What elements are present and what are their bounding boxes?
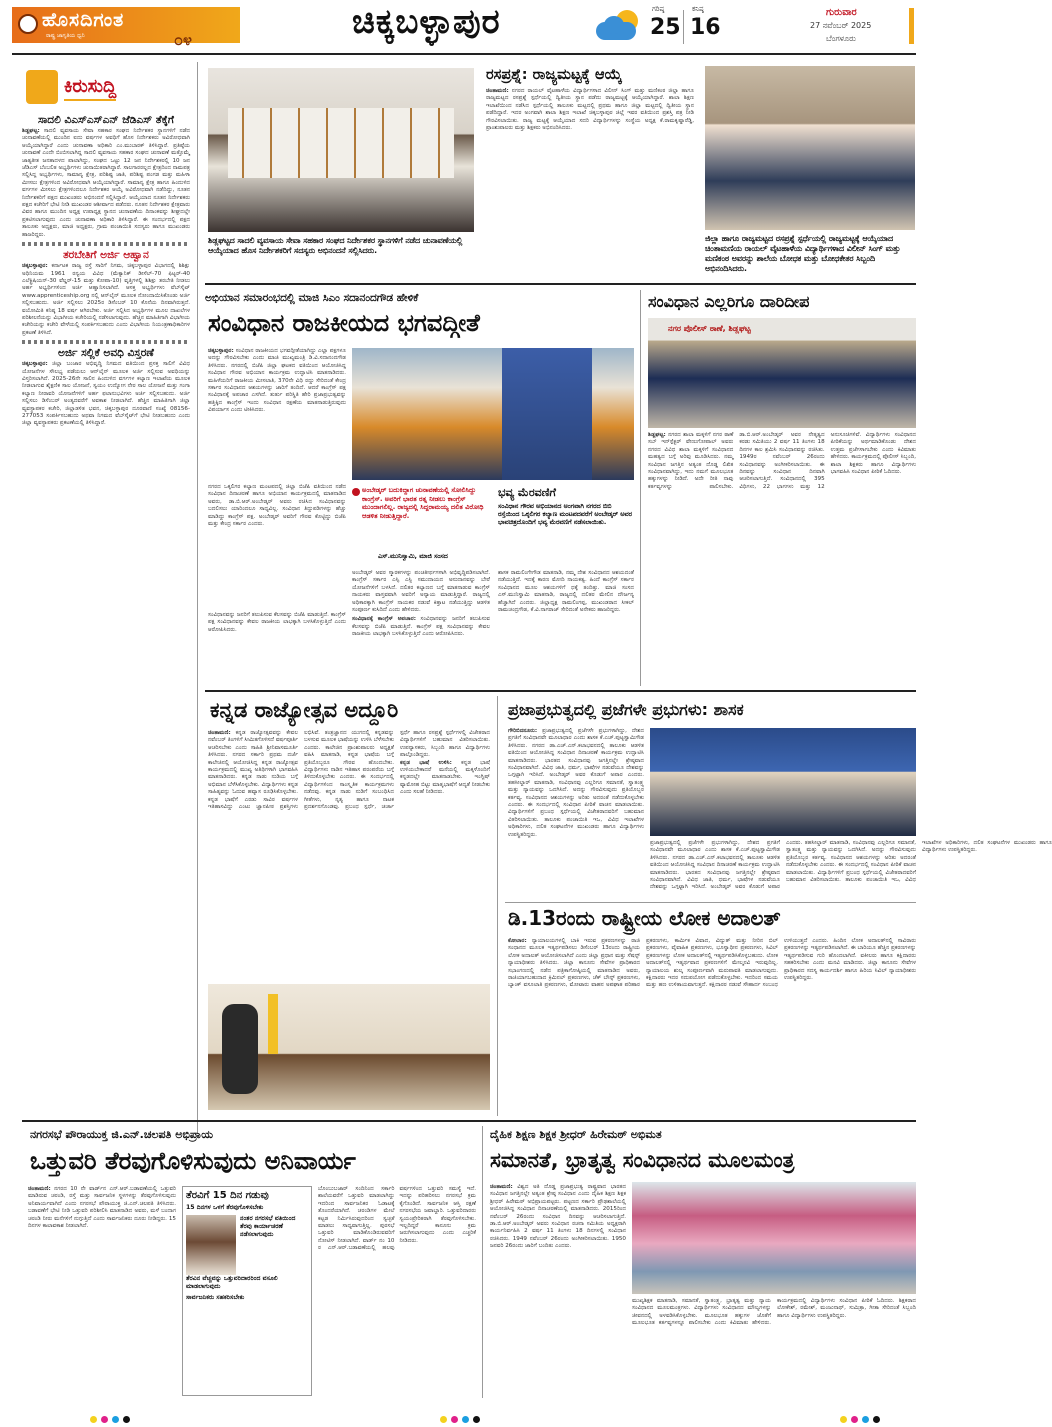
- row-rule-2: [205, 690, 916, 692]
- lead-headline: ಸಂವಿಧಾನ ರಾಜಕೀಯದ ಭಗವದ್ಗೀತೆ: [208, 309, 480, 337]
- masthead: [0, 0, 945, 52]
- logo-text: ಹೊಸದಿಗಂತ: [42, 9, 125, 31]
- deadline-item: 15 ದಿನಗಳ ಒಳಗೆ ತೆರವುಗೊಳಿಸಬೇಕು: [186, 1204, 264, 1211]
- megaphone-icon: [26, 70, 58, 104]
- felicitation-caption: ಶಿಡ್ಲಘಟ್ಟದ ಸಾದಲಿ ವ್ಯವಸಾಯ ಸೇವಾ ಸಹಕಾರ ಸಂಘದ ನಿರ್ದೇಶಕರ ಸ್ಥಾನಗಳಿಗೆ ನಡೆದ ಚುನಾವಣೆಯಲ್ಲಿ ಆಯ್ಕೆಯಾದ ಹೊಸ ನಿರ್ದೇಶಕರಿಗೆ ಸದಸ್ಯರು ಅಭಿನಂದನೆ ಸಲ್ಲಿಸಿದರು.: [208, 236, 463, 255]
- rajyotsava-body: ಚಿಂತಾಮಣಿ: ಕನ್ನಡ ರಾಜ್ಯೋತ್ಸವವನ್ನು ಕೇವಲ ನವೆಂಬರ್ ತಿಂಗಳಿಗೆ ಸೀಮಿತಗೊಳಿಸದೆ ವರ್ಷಪೂರ್ತಿ ಆಚರಿಸಬೇಕು ಎಂದು ಸಾಹಿತಿ ಶ್ರೀನಿವಾಸಮೂರ್ತಿ ತಿಳಿಸಿದರು. ನಗರದ ಸರ್ಕಾರಿ ಪ್ರಥಮ ದರ್ಜೆ ಕಾಲೇಜಿನಲ್ಲಿ ಆಯೋಜಿಸಿದ್ದ ಕನ್ನಡ ರಾಜ್ಯೋತ್ಸವ ಕಾರ್ಯಕ್ರಮದಲ್ಲಿ ಮುಖ್ಯ ಅತಿಥಿಗಳಾಗಿ ಭಾಗವಹಿಸಿ ಮಾತನಾಡಿದರು. ಕನ್ನಡ ನಾಡು ನುಡಿಯ ಬಗ್ಗೆ ಅಭಿಮಾನ ಬೆಳೆಸಿಕೊಳ್ಳಬೇಕು. ವಿದ್ಯಾರ್ಥಿಗಳು ಕನ್ನಡ ಸಾಹಿತ್ಯವನ್ನು ಓದುವ ಹವ್ಯಾಸ ರೂಢಿಸಿಕೊಳ್ಳಬೇಕು. ಕನ್ನಡ ಭಾಷೆಗೆ ಎರಡು ಸಾವಿರ ವರ್ಷಗಳ ಇತಿಹಾಸವಿದ್ದು ಎಂಟು ಜ್ಞಾನಪೀಠ ಪ್ರಶಸ್ತಿಗಳು ಲಭಿಸಿವೆ. ತಂತ್ರಜ್ಞಾನದ ಯುಗದಲ್ಲಿ ಕನ್ನಡವನ್ನು ಬಳಸುವ ಮೂಲಕ ಭಾಷೆಯನ್ನು ಉಳಿಸಿ ಬೆಳೆಸಬೇಕು ಎಂದರು. ಕಾಲೇಜಿನ ಪ್ರಾಂಶುಪಾಲರು ಅಧ್ಯಕ್ಷತೆ ವಹಿಸಿ ಮಾತನಾಡಿ, ಕನ್ನಡ ಭಾಷೆಯ ಬಗ್ಗೆ ಪ್ರತಿಯೊಬ್ಬರೂ ಗೌರವ ಹೊಂದಬೇಕು. ವಿದ್ಯಾರ್ಥಿಗಳು ನಾಡಿನ ಇತಿಹಾಸ ಪರಂಪರೆಯ ಬಗ್ಗೆ ತಿಳಿದುಕೊಳ್ಳಬೇಕು ಎಂದರು. ಈ ಸಂದರ್ಭದಲ್ಲಿ ವಿದ್ಯಾರ್ಥಿಗಳಿಂದ ಸಾಂಸ್ಕೃತಿಕ ಕಾರ್ಯಕ್ರಮಗಳು ನಡೆದವು. ಕನ್ನಡ ನಾಡು ನುಡಿಗೆ ಸಂಬಂಧಿಸಿದ ಗೀತೆಗಳು, ನೃತ್ಯ ಹಾಗೂ ನಾಟಕ ಪ್ರದರ್ಶನಗೊಂಡವು. ಪ್ರಬಂಧ ಸ್ಪರ್ಧೆ, ಚರ್ಚಾ ಸ್ಪರ್ಧೆ ಹಾಗೂ ರಸಪ್ರಶ್ನೆ ಸ್ಪರ್ಧೆಗಳಲ್ಲಿ ವಿಜೇತರಾದ ವಿದ್ಯಾರ್ಥಿಗಳಿಗೆ ಬಹುಮಾನ ವಿತರಿಸಲಾಯಿತು. ಉಪನ್ಯಾಸಕರು, ಸಿಬ್ಬಂದಿ ಹಾಗೂ ವಿದ್ಯಾರ್ಥಿಗಳು ಪಾಲ್ಗೊಂಡಿದ್ದರು. ಕನ್ನಡ ಭಾಷೆ ಉಳಿಸಿ: ಕನ್ನಡ ಭಾಷೆ ಉಳಿಯಬೇಕಾದರೆ ಮನೆಯಲ್ಲಿ ಮಕ್ಕಳೊಂದಿಗೆ ಕನ್ನಡದಲ್ಲೇ ಮಾತನಾಡಬೇಕು. ಇಂಗ್ಲಿಷ್ ವ್ಯಾಮೋಹ ಬಿಟ್ಟು ಮಾತೃಭಾಷೆಗೆ ಆದ್ಯತೆ ನೀಡಬೇಕು ಎಂದು ಸಲಹೆ ನೀಡಿದರು.: [208, 730, 490, 811]
- shikshana-col2: ಮುಖ್ಯಶಿಕ್ಷಕ ಮಾತನಾಡಿ, ಸಮಾನತೆ, ಸ್ವಾತಂತ್ರ್ಯ, ಭ್ರಾತೃತ್ವ ಮತ್ತು ನ್ಯಾಯ ಸಂವಿಧಾನದ ಮೂಲಮಂತ್ರಗಳು. ವಿದ್ಯಾರ್ಥಿಗಳು ಸಂವಿಧಾನದ ಮೌಲ್ಯಗಳನ್ನು ಜೀವನದಲ್ಲಿ ಅಳವಡಿಸಿಕೊಳ್ಳಬೇಕು. ಮೂಲಭೂತ ಹಕ್ಕುಗಳ ಜೊತೆಗೆ ಮೂಲಭೂತ ಕರ್ತವ್ಯಗಳನ್ನೂ ಪಾಲಿಸಬೇಕು ಎಂದು ಕಿವಿಮಾತು ಹೇಳಿದರು. ಕಾರ್ಯಕ್ರಮದಲ್ಲಿ ವಿದ್ಯಾರ್ಥಿಗಳು ಸಂವಿಧಾನ ಪೀಠಿಕೆ ಓದಿದರು. ಶಿಕ್ಷಕರಾದ ಲೋಕೇಶ್, ರಮೇಶ್, ಮಂಜುನಾಥ್, ಸುಮಿತ್ರಾ, ಗೀತಾ ಸೇರಿದಂತೆ ಸಿಬ್ಬಂದಿ ಹಾಗೂ ವಿದ್ಯಾರ್ಥಿಗಳು ಉಪಸ್ಥಿತರಿದ್ದರು.: [632, 1298, 916, 1327]
- shikshana-col1: ಚಿಂತಾಮಣಿ: ವಿಶ್ವದ ಅತಿ ದೊಡ್ಡ ಪ್ರಜಾಪ್ರಭುತ್ವ ರಾಷ್ಟ್ರವಾದ ಭಾರತದ ಸಂವಿಧಾನ ಜಗತ್ತಿನಲ್ಲೇ ಅತ್ಯಂತ ಶ್ರೇಷ್ಠ ಸಂವಿಧಾನ ಎಂದು ದೈಹಿಕ ಶಿಕ್ಷಣ ಶಿಕ್ಷಕ ಶ್ರೀಧರ್ ಹಿರೇಮಠ್ ಅಭಿಪ್ರಾಯಪಟ್ಟರು. ಪಟ್ಟಣದ ಸರ್ಕಾರಿ ಪ್ರೌಢಶಾಲೆಯಲ್ಲಿ ಆಯೋಜಿಸಿದ್ದ ಸಂವಿಧಾನ ದಿನಾಚರಣೆಯಲ್ಲಿ ಮಾತನಾಡಿದರು. 2015ರಿಂದ ನವೆಂಬರ್ 26ರಂದು ಸಂವಿಧಾನ ದಿನವನ್ನು ಆಚರಿಸಲಾಗುತ್ತಿದೆ. ಡಾ.ಬಿ.ಆರ್.ಅಂಬೇಡ್ಕರ್ ಅವರು ಸಂವಿಧಾನ ರಚನಾ ಸಮಿತಿಯ ಅಧ್ಯಕ್ಷರಾಗಿ ಕಾರ್ಯನಿರ್ವಹಿಸಿ 2 ವರ್ಷ 11 ತಿಂಗಳು 18 ದಿನಗಳಲ್ಲಿ ಸಂವಿಧಾನ ರಚಿಸಿದರು. 1949 ನವೆಂಬರ್ 26ರಂದು ಅಂಗೀಕರಿಸಲಾಯಿತು. 1950 ಜನವರಿ 26ರಂದು ಜಾರಿಗೆ ಬಂದಿತು ಎಂದರು.: [490, 1184, 626, 1250]
- row-rule-3: [505, 902, 916, 903]
- brief-item: [22, 249, 190, 337]
- procession-body: ಸಂವಿಧಾನ ಗೌರವ ಅಭಿಯಾನದ ಅಂಗವಾಗಿ ನಗರದ ಬಿಬಿ ರಸ್ತೆಯಿಂದ ಒಕ್ಕಲಿಗರ ಕಲ್ಯಾಣ ಮಂಟಪದವರೆಗೆ ಅಂಬೇಡ್ಕರ್ ಅವರ ಭಾವಚಿತ್ರದೊಂದಿಗೆ ಭವ್ಯ ಮೆರವಣಿಗೆ ನಡೆಸಲಾಯಿತು.: [498, 502, 632, 527]
- accent-bar: [909, 8, 914, 44]
- row-rule-4: [22, 1120, 916, 1122]
- deadline-box: [182, 1186, 312, 1396]
- procession-box: [498, 486, 634, 566]
- nagarasabhe-col1: ಚಿಂತಾಮಣಿ: ನಗರದ 10 ನೇ ವಾರ್ಡ್‌ನ ಎನ್.ಆರ್.ಬಡಾವಣೆಯಲ್ಲಿ ಒತ್ತುವರಿ ಮಾಡಿರುವ ಚರಂಡಿ, ರಸ್ತೆ ಮತ್ತು ಸಾರ್ವಜನಿಕ ಸ್ಥಳಗಳನ್ನು ತೆರವುಗೊಳಿಸುವುದು ಅನಿವಾರ್ಯವಾಗಿದೆ ಎಂದು ನಗರಸಭೆ ಪೌರಾಯುಕ್ತ ಜಿ.ಎನ್.ಚಲಪತಿ ತಿಳಿಸಿದರು. ಬಡಾವಣೆಗೆ ಭೇಟಿ ನೀಡಿ ಒತ್ತುವರಿ ಪರಿಶೀಲಿಸಿ ಮಾತನಾಡಿದ ಅವರು, ಮಳೆ ಬಂದಾಗ ಚರಂಡಿ ನೀರು ಮನೆಗಳಿಗೆ ನುಗ್ಗುತ್ತಿದೆ ಎಂದು ಸಾರ್ವಜನಿಕರು ದೂರು ನೀಡಿದ್ದರು. 15 ದಿನಗಳ ಕಾಲಾವಕಾಶ ನೀಡಲಾಗಿದೆ.: [28, 1186, 176, 1230]
- temp-divider: [683, 10, 684, 44]
- quote-bullet-icon: [352, 488, 360, 496]
- max-temp: 25: [650, 15, 681, 40]
- students-caption: ಜಿಲ್ಲಾ ಹಾಗೂ ರಾಜ್ಯಮಟ್ಟದ ರಸಪ್ರಶ್ನೆ ಸ್ಪರ್ಧೆಯಲ್ಲಿ ರಾಜ್ಯಮಟ್ಟಕ್ಕೆ ಆಯ್ಕೆಯಾದ ಚಿಂತಾಮಣಿಯ ರಾಯಲ್ ವೈಟಹಾಳೆಯ ವಿದ್ಯಾರ್ಥಿಗಳಾದ ವಿಲೀನ್ ಸಿಂಗ್ ಮತ್ತು ಮಣಿಕಂಠ ಅವರನ್ನು ಶಾಲೆಯ ಬೋಧಕ ಮತ್ತು ಬೋಧಕೇತರ ಸಿಬ್ಬಂದಿ ಅಭಿನಂದಿಸಿದರು.: [705, 234, 901, 273]
- rajyotsava-headline: ಕನ್ನಡ ರಾಜ್ಯೋತ್ಸವ ಅದ್ದೂರಿ: [210, 698, 399, 722]
- sidebar-rule: [197, 62, 198, 1134]
- lead-photo: [352, 348, 634, 480]
- police-photo: [648, 318, 916, 428]
- felicitation-photo: [208, 68, 474, 232]
- deadline-item: ನಂತರ ನಗರಸಭೆ ವತಿಯಿಂದ ತೆರವು ಕಾರ್ಯಾಚರಣೆ ನಡೆಸಲಾಗುವುದು: [240, 1215, 296, 1238]
- police-sign: ನಗರ ಪೊಲೀಸ್ ಠಾಣೆ, ಶಿಡ್ಲಘಟ್ಟ: [668, 324, 751, 333]
- police-body: ಶಿಡ್ಲಘಟ್ಟ: ನಗರದ ಶಾಲಾ ಮಕ್ಕಳಿಗೆ ನಗರ ಠಾಣೆ ಸಬ್ ಇನ್‌ಸ್ಪೆಕ್ಟರ್ ವೇಣುಗೋಪಾಲ್ ಅವರು ನಗರದ ವಿವಿಧ ಶಾಲಾ ಮಕ್ಕಳಿಗೆ ಸಂವಿಧಾನದ ಮಹತ್ವದ ಬಗ್ಗೆ ಅರಿವು ಮೂಡಿಸಿದರು. ನಮ್ಮ ಸಂವಿಧಾನ ಜಗತ್ತಿನ ಅತ್ಯಂತ ದೊಡ್ಡ ಲಿಖಿತ ಸಂವಿಧಾನವಾಗಿದ್ದು, ಇದು ನಮಗೆ ಮೂಲಭೂತ ಹಕ್ಕುಗಳನ್ನು ನೀಡಿದೆ. ಅದೇ ರೀತಿ ನಾವು ಕರ್ತವ್ಯಗಳನ್ನು ಪಾಲಿಸಬೇಕು. ಡಾ.ಬಿ.ಆರ್.ಅಂಬೇಡ್ಕರ್ ಅವರ ನೇತೃತ್ವದ ಕರಡು ಸಮಿತಿಯು 2 ವರ್ಷ 11 ತಿಂಗಳು 18 ದಿನಗಳ ಕಾಲ ಶ್ರಮಿಸಿ ಸಂವಿಧಾನವನ್ನು ರಚಿಸಿತು. 1949ರ ನವೆಂಬರ್ 26ರಂದು ಸಂವಿಧಾನವನ್ನು ಅಂಗೀಕರಿಸಲಾಯಿತು. ಈ ದಿನವನ್ನು ಸಂವಿಧಾನ ದಿನವಾಗಿ ಆಚರಿಸಲಾಗುತ್ತಿದೆ. ಸಂವಿಧಾನದಲ್ಲಿ 395 ವಿಧಿಗಳು, 22 ಭಾಗಗಳು ಮತ್ತು 12 ಅನುಸೂಚಿಗಳಿವೆ. ವಿದ್ಯಾರ್ಥಿಗಳು ಸಂವಿಧಾನದ ಪೀಠಿಕೆಯನ್ನು ಅರ್ಥಮಾಡಿಕೊಂಡು ದೇಶದ ಉತ್ತಮ ಪ್ರಜೆಗಳಾಗಬೇಕು ಎಂದು ಕಿವಿಮಾತು ಹೇಳಿದರು. ಕಾರ್ಯಕ್ರಮದಲ್ಲಿ ಪೊಲೀಸ್ ಸಿಬ್ಬಂದಿ, ಶಾಲಾ ಶಿಕ್ಷಕರು ಹಾಗೂ ವಿದ್ಯಾರ್ಥಿಗಳು ಭಾಗವಹಿಸಿ ಸಂವಿಧಾನ ಪೀಠಿಕೆ ಓದಿದರು.: [648, 432, 916, 490]
- brief-headline: ಸಾದಲಿ ವಿಎಸ್‌ಎಸ್‌ಎನ್ ಜೆಡಿಎಸ್ ತೆಕ್ಕೆಗೆ: [38, 114, 174, 126]
- lead-quote-author: ಎಸ್.ಮುನಿಸ್ವಾಮಿ, ಮಾಜಿ ಸಂಸದ: [378, 552, 448, 560]
- police-headline: ಸಂವಿಧಾನ ಎಲ್ಲರಿಗೂ ದಾರಿದೀಪ: [648, 292, 810, 311]
- lead-subhead: ಸಂವಿಧಾನಕ್ಕೆ ಕಾಂಗ್ರೆಸ್ ಅಪಚಾರ:: [352, 616, 416, 623]
- deadline-item: ತೆರವಿನ ವೆಚ್ಚವನ್ನು ಒತ್ತುವರಿದಾರರಿಂದ ವಸೂಲಿ ಮಾಡಲಾಗುವುದು: [186, 1275, 278, 1290]
- max-temp-label: ಗರಿಷ್ಠ: [652, 5, 665, 13]
- edition-city: ಬೆಂಗಳೂರು: [826, 34, 856, 43]
- lead-col2b: ಸಂವಿಧಾನವನ್ನು ಜನರಿಗೆ ತಲುಪಿಸುವ ಕೆಲಸವನ್ನು ಬಿಜೆಪಿ ಮಾಡುತ್ತಿದೆ. ಕಾಂಗ್ರೆಸ್ ಪಕ್ಷ ಸಂವಿಧಾನವನ್ನು ಕೇವಲ ರಾಜಕೀಯ ಲಾಭಕ್ಕಾಗಿ ಬಳಸಿಕೊಳ್ಳುತ್ತಿದೆ ಎಂದು ಆರೋಪಿಸಿದರು.: [208, 612, 346, 633]
- lokadalat-body: ಕೋಲಾರ: ನ್ಯಾಯಾಲಯಗಳಲ್ಲಿ ಬಾಕಿ ಇರುವ ಪ್ರಕರಣಗಳನ್ನು ರಾಜಿ ಸಂಧಾನದ ಮೂಲಕ ಇತ್ಯರ್ಥಪಡಿಸಲು ಡಿಸೆಂಬರ್ 13ರಂದು ರಾಷ್ಟ್ರೀಯ ಲೋಕ ಅದಾಲತ್ ಆಯೋಜಿಸಲಾಗಿದೆ ಎಂದು ಜಿಲ್ಲಾ ಪ್ರಧಾನ ಮತ್ತು ಸೆಷನ್ಸ್ ನ್ಯಾಯಾಧೀಶರು ತಿಳಿಸಿದರು. ಜಿಲ್ಲಾ ಕಾನೂನು ಸೇವೆಗಳ ಪ್ರಾಧಿಕಾರದ ಸಭಾಂಗಣದಲ್ಲಿ ನಡೆದ ಪತ್ರಿಕಾಗೋಷ್ಠಿಯಲ್ಲಿ ಮಾತನಾಡಿದ ಅವರು, ರಾಜಿಯಾಗಬಹುದಾದ ಕ್ರಿಮಿನಲ್ ಪ್ರಕರಣಗಳು, ಚೆಕ್ ಬೌನ್ಸ್ ಪ್ರಕರಣಗಳು, ಬ್ಯಾಂಕ್ ವಸೂಲಾತಿ ಪ್ರಕರಣಗಳು, ಮೋಟಾರು ವಾಹನ ಅಪಘಾತ ಪರಿಹಾರ ಪ್ರಕರಣಗಳು, ಕಾರ್ಮಿಕ ವಿವಾದ, ವಿದ್ಯುತ್ ಮತ್ತು ನೀರಿನ ಬಿಲ್ ಪ್ರಕರಣಗಳು, ವೈವಾಹಿಕ ಪ್ರಕರಣಗಳು, ಭೂಸ್ವಾಧೀನ ಪ್ರಕರಣಗಳು, ಸಿವಿಲ್ ಪ್ರಕರಣಗಳನ್ನು ಲೋಕ ಅದಾಲತ್‌ನಲ್ಲಿ ಇತ್ಯರ್ಥಪಡಿಸಿಕೊಳ್ಳಬಹುದು. ಲೋಕ ಅದಾಲತ್‌ನಲ್ಲಿ ಇತ್ಯರ್ಥವಾದ ಪ್ರಕರಣಗಳಿಗೆ ಮೇಲ್ಮನವಿ ಇರುವುದಿಲ್ಲ. ನ್ಯಾಯಾಲಯ ಶುಲ್ಕ ಸಂಪೂರ್ಣವಾಗಿ ಮರುಪಾವತಿ ಮಾಡಲಾಗುವುದು. ಕಕ್ಷಿದಾರರು ಇದರ ಸದುಪಯೋಗ ಪಡೆದುಕೊಳ್ಳಬೇಕು. ಇದರಿಂದ ಸಮಯ ಮತ್ತು ಹಣ ಉಳಿತಾಯವಾಗುತ್ತದೆ. ಕಕ್ಷಿದಾರರ ನಡುವೆ ಸೌಹಾರ್ದ ಸಂಬಂಧ ಉಳಿಯುತ್ತದೆ ಎಂದರು. ಹಿಂದಿನ ಲೋಕ ಅದಾಲತ್‌ನಲ್ಲಿ ಸಾವಿರಾರು ಪ್ರಕರಣಗಳನ್ನು ಇತ್ಯರ್ಥಪಡಿಸಲಾಗಿದೆ. ಈ ಬಾರಿಯೂ ಹೆಚ್ಚಿನ ಪ್ರಕರಣಗಳನ್ನು ಇತ್ಯರ್ಥಪಡಿಸುವ ಗುರಿ ಹೊಂದಲಾಗಿದೆ. ವಕೀಲರು ಹಾಗೂ ಕಕ್ಷಿದಾರರು ಸಹಕರಿಸಬೇಕು ಎಂದು ಮನವಿ ಮಾಡಿದರು. ಜಿಲ್ಲಾ ಕಾನೂನು ಸೇವೆಗಳ ಪ್ರಾಧಿಕಾರದ ಸದಸ್ಯ ಕಾರ್ಯದರ್ಶಿ ಹಾಗೂ ಹಿರಿಯ ಸಿವಿಲ್ ನ್ಯಾಯಾಧೀಶರು ಉಪಸ್ಥಿತರಿದ್ದರು.: [508, 938, 916, 989]
- min-temp-label: ಕನಿಷ್ಠ: [692, 5, 704, 13]
- brief-dateline: ಚಿಕ್ಕಬಳ್ಳಾಪುರ:: [22, 361, 48, 368]
- header-rule: [12, 53, 916, 55]
- brief-item: [22, 114, 190, 239]
- col-rule-bottom: [482, 1126, 483, 1398]
- brief-divider: [22, 242, 190, 246]
- kiru-suddi-label: ಕಿರುಸುದ್ದಿ: [64, 76, 116, 101]
- nagarasabhe-headline: ಒತ್ತುವರಿ ತೆರವುಗೊಳಿಸುವುದು ಅನಿವಾರ್ಯ: [30, 1147, 356, 1175]
- shasaka-photo: [650, 728, 916, 836]
- logo-tagline: ರಾಷ್ಟ್ರ ಜಾಗೃತಿಯ ಧ್ವನಿ: [46, 33, 85, 39]
- brief-body: ಕರ್ನಾಟಕ ರಾಜ್ಯ ರಸ್ತೆ ಸಾರಿಗೆ ನಿಗಮ, ಚಿಕ್ಕಬಳ್ಳಾಪುರ ವಿಭಾಗದಲ್ಲಿ ಶಿಶಿಕ್ಷು ಅಧಿನಿಯಮ 1961 ರನ್ವಯ ವಿವಿಧ (ಮೆಕ್ಯಾನಿಕ್ ಡೀಸೆಲ್-70 ಫಿಟ್ಟರ್-40 ಎಲೆಕ್ಟ್ರಿಷಿಯನ್-30 ವೆಲ್ಡರ್-15 ಮತ್ತು ಕೋಪಾ-10) ವೃತ್ತಿಗಳಲ್ಲಿ ಶಿಶಿಕ್ಷು ತರಬೇತಿ ನೀಡಲು ಅರ್ಹ ಅಭ್ಯರ್ಥಿಗಳಿಂದ ಅರ್ಜಿ ಆಹ್ವಾನಿಸಲಾಗಿದೆ. ಆಸಕ್ತ ಅಭ್ಯರ್ಥಿಗಳು ವೆಬ್‌ಸೈಟ್ www.apprenticeship.org ನಲ್ಲಿ ಆನ್‌ಲೈನ್ ಮೂಲಕ ನೋಂದಾಯಿಸಿಕೊಂಡು ಅರ್ಜಿ ಸಲ್ಲಿಸಬಹುದು. ಅರ್ಜಿ ಸಲ್ಲಿಸಲು 2025ರ ಡಿಸೆಂಬರ್ 10 ಕೊನೆಯ ದಿನವಾಗಿರುತ್ತದೆ. ವಯೋಮಿತಿ ಕನಿಷ್ಠ 18 ವರ್ಷ ಆಗಿರಬೇಕು. ಅರ್ಜಿ ಸಲ್ಲಿಸಿದ ಅಭ್ಯರ್ಥಿಗಳ ಮೂಲ ದಾಖಲೆಗಳ ಪರಿಶೀಲನೆಯನ್ನು ವಿಭಾಗೀಯ ಕಚೇರಿಯಲ್ಲಿ ನಡೆಸಲಾಗುವುದು. ಹೆಚ್ಚಿನ ಮಾಹಿತಿಗಾಗಿ ವಿಭಾಗೀಯ ಕಚೇರಿಯನ್ನು ಕಚೇರಿ ವೇಳೆಯಲ್ಲಿ ಸಂಪರ್ಕಿಸಬಹುದು ಎಂದು ವಿಭಾಗೀಯ ನಿಯಂತ್ರಣಾಧಿಕಾರಿಗಳ ಪ್ರಕಟಣೆ ತಿಳಿಸಿದೆ.: [22, 263, 190, 336]
- nagarasabhe-col2: ಬೊಂಬುಬಜಾರ್ ಸಂದಿನಿಂದ ಸರ್ಕಾರಿ ಶಾಲೆಯವರೆಗೆ ಒತ್ತುವರಿ ಮಾಡಲಾಗಿದ್ದು ಇದರಿಂದ ಸಾರ್ವಜನಿಕರ ಓಡಾಟಕ್ಕೆ ತೊಂದರೆಯಾಗಿದೆ. ಚರಂಡಿಗಳ ಮೇಲೆ ಕಟ್ಟಡ ನಿರ್ಮಿಸಿರುವುದರಿಂದ ಸ್ವಚ್ಛತೆ ಮಾಡಲು ಸಾಧ್ಯವಾಗುತ್ತಿಲ್ಲ. ಪುರಸಭೆ ಒತ್ತುವರಿ ಮಾಡಿಕೊಂಡಿರುವವರಿಗೆ ನೋಟಿಸ್ ನೀಡಲಾಗಿದೆ. ವಾರ್ಡ್ ನಂ 10 ರ ಎನ್.ಆರ್.ಬಡಾವಣೆಯಲ್ಲಿ ಹಲವು ವರ್ಷಗಳಿಂದ ಒತ್ತುವರಿ ಸಮಸ್ಯೆ ಇದೆ. ಇದನ್ನು ಪರಿಹರಿಸಲು ನಗರಸಭೆ ಕ್ರಮ ಕೈಗೊಂಡಿದೆ. ಸಾರ್ವಜನಿಕ ಆಸ್ತಿ ರಕ್ಷಣೆ ನಗರಸಭೆಯ ಜವಾಬ್ದಾರಿ. ಒತ್ತುವರಿದಾರರು ಸ್ವಯಂಪ್ರೇರಿತರಾಗಿ ತೆರವುಗೊಳಿಸಬೇಕು. ಇಲ್ಲದಿದ್ದರೆ ಕಾನೂನು ಕ್ರಮ ಜರುಗಿಸಲಾಗುವುದು ಎಂದು ಎಚ್ಚರಿಕೆ ನೀಡಿದರು.: [318, 1186, 476, 1252]
- lead-col1: ಚಿಕ್ಕಬಳ್ಳಾಪುರ: ಸಂವಿಧಾನ ರಾಜಕೀಯದ ಭಗವದ್ಗೀತೆಯಾಗಿದ್ದು ಎಲ್ಲಾ ಪಕ್ಷಗಳೂ ಅದನ್ನು ಗೌರವಿಸಬೇಕು ಎಂದು ಮಾಜಿ ಮುಖ್ಯಮಂತ್ರಿ ಡಿ.ವಿ.ಸದಾನಂದಗೌಡ ತಿಳಿಸಿದರು. ನಗರದಲ್ಲಿ ಬಿಜೆಪಿ ಜಿಲ್ಲಾ ಘಟಕದ ವತಿಯಿಂದ ಆಯೋಜಿಸಿದ್ದ ಸಂವಿಧಾನ ಗೌರವ ಅಭಿಯಾನ ಕಾರ್ಯಕ್ರಮ ಉದ್ಘಾಟಿಸಿ ಮಾತನಾಡಿದರು. ಮಹಿಳೆಯರಿಗೆ ರಾಜಕೀಯ ಮೀಸಲಾತಿ, 370ನೇ ವಿಧಿ ರದ್ದು ಸೇರಿದಂತೆ ಕೇಂದ್ರ ಸರ್ಕಾರ ಸಂವಿಧಾನದ ಆಶಯಗಳನ್ನು ಜಾರಿಗೆ ತಂದಿದೆ. ಆದರೆ ಕಾಂಗ್ರೆಸ್ ಪಕ್ಷ ಸಂವಿಧಾನಕ್ಕೆ ಅಪಚಾರ ಎಸಗಿದೆ. ತುರ್ತು ಪರಿಸ್ಥಿತಿ ಹೇರಿ ಪ್ರಜಾಪ್ರಭುತ್ವವನ್ನು ಹತ್ತಿಕ್ಕಿದ ಕಾಂಗ್ರೆಸ್ ಇಂದು ಸಂವಿಧಾನ ರಕ್ಷಣೆಯ ಮಾತನಾಡುತ್ತಿರುವುದು ವಿಪರ್ಯಾಸ ಎಂದು ಟೀಕಿಸಿದರು.: [208, 348, 346, 414]
- lead-col4: ಶಾಸಕ ರಾಮಲಿಂಗೇಗೌಡ ಮಾತನಾಡಿ, ನಮ್ಮ ದೇಶ ಸಂವಿಧಾನದ ಆಶಯದಂತೆ ನಡೆಯುತ್ತಿದೆ. ಇದಕ್ಕೆ ಕಾರಣ ಮೋದಿ ನಾಯಕತ್ವ. ಹಿಂದೆ ಕಾಂಗ್ರೆಸ್ ಸರ್ಕಾರ ಸಂವಿಧಾನದ ಮೂಲ ಆಶಯಗಳಿಗೆ ಧಕ್ಕೆ ತಂದಿತ್ತು. ಮಾಜಿ ಸಂಸದ ಎಸ್.ಮುನಿಸ್ವಾಮಿ ಮಾತನಾಡಿ, ರಾಜ್ಯದಲ್ಲಿ ದಲಿತರ ಮೇಲಿನ ದೌರ್ಜನ್ಯ ಹೆಚ್ಚಾಗಿದೆ ಎಂದರು. ಜಿಲ್ಲಾಧ್ಯಕ್ಷ ರಾಮಲಿಂಗಪ್ಪ, ಮುಖಂಡರಾದ ಸೀಕಲ್ ರಾಮಚಂದ್ರಗೌಡ, ಕೆ.ವಿ.ನಾಗರಾಜ್ ಸೇರಿದಂತೆ ಅನೇಕರು ಹಾಜರಿದ್ದರು.: [498, 570, 634, 614]
- quiz-article: [486, 66, 694, 280]
- registration-marks: [440, 1408, 484, 1427]
- kiru-suddi-banner: [22, 66, 190, 110]
- brief-body: ಸಾದಲಿ ವ್ಯವಸಾಯ ಸೇವಾ ಸಹಕಾರ ಸಂಘದ ನಿರ್ದೇಶಕರ ಸ್ಥಾನಗಳಿಗೆ ನಡೆದ ಚುನಾವಣೆಯಲ್ಲಿ ಮುಂದಿನ ಐದು ವರ್ಷಗಳ ಅವಧಿಗೆ ಹೊಸ ನಿರ್ದೇಶಕರು ಅವಿರೋಧವಾಗಿ ಆಯ್ಕೆಯಾಗಿದ್ದಾರೆ ಎಂದು ಚುನಾವಣಾ ಅಧಿಕಾರಿ ಎಂ.ಮುಬಾರಕ್ ತಿಳಿಸಿದ್ದಾರೆ. ಪ್ರತಿಷ್ಠೆಯ ಚುನಾವಣೆ ಎಂದೇ ಬಿಂಬಿಸಲಾಗಿದ್ದ ಸಾದಲಿ ವ್ಯವಸಾಯ ಸಹಕಾರ ಸಂಘದ ಚುನಾವಣೆ ಮತ್ತೊಮ್ಮೆ ಜಾತ್ಯತೀತ ಜನತಾದಳದ ಪಾಲಾಗಿದ್ದು, ಸಂಘದ ಒಟ್ಟು 12 ಜನ ನಿರ್ದೇಶಕರಲ್ಲಿ 10 ಜನ ಜೆಡಿಎಸ್ ಬೆಂಬಲಿತ ಅಭ್ಯರ್ಥಿಗಳು ಚುನಾಯಿತರಾಗಿದ್ದಾರೆ. ಸಾಲಗಾರರಲ್ಲದ ಕ್ಷೇತ್ರದಿಂದ ನಾಮಪತ್ರ ಸಲ್ಲಿಸಿದ್ದ ಅಭ್ಯರ್ಥಿಗಳು, ಸಾಮಾನ್ಯ ಕ್ಷೇತ್ರ, ಪರಿಶಿಷ್ಟ ಜಾತಿ, ಪರಿಶಿಷ್ಟ ಪಂಗಡ ಮತ್ತು ಮಹಿಳಾ ಮೀಸಲು ಕ್ಷೇತ್ರಗಳಿಂದ ಅವಿರೋಧವಾಗಿ ಆಯ್ಕೆಯಾಗಿದ್ದಾರೆ. ಸಾಮಾನ್ಯ ಕ್ಷೇತ್ರ ಹಾಗೂ ಹಿಂದುಳಿದ ವರ್ಗಗಳ ಮೀಸಲು ಕ್ಷೇತ್ರಗಳಿಂದಲೂ ನಿರ್ದೇಶಕರ ಆಯ್ಕೆ ಅವಿರೋಧವಾಗಿ ನಡೆದಿದ್ದು, ನೂತನ ನಿರ್ದೇಶಕರಿಗೆ ಪಕ್ಷದ ಮುಖಂಡರು ಅಭಿನಂದನೆ ಸಲ್ಲಿಸಿದ್ದಾರೆ. ಆಯ್ಕೆಯಾದ ನೂತನ ನಿರ್ದೇಶಕರು ಪಕ್ಷದ ಕಚೇರಿಗೆ ಭೇಟಿ ನೀಡಿ ಮುಖಂಡರ ಆಶೀರ್ವಾದ ಪಡೆದರು. ನೂತನ ನಿರ್ದೇಶಕರ ಕ್ಷೇತ್ರವಾರು ವಿವರ ಹಾಗೂ ಮುಂದಿನ ಅಧ್ಯಕ್ಷ ಉಪಾಧ್ಯಕ್ಷ ಸ್ಥಾನದ ಚುನಾವಣೆಯ ದಿನಾಂಕವನ್ನು ಶೀಘ್ರದಲ್ಲೇ ಪ್ರಕಟಿಸಲಾಗುವುದು ಎಂದು ಚುನಾವಣಾ ಅಧಿಕಾರಿ ತಿಳಿಸಿದ್ದಾರೆ. ಈ ಸಂದರ್ಭದಲ್ಲಿ ಪಕ್ಷದ ತಾಲೂಕು ಅಧ್ಯಕ್ಷರು, ಮಾಜಿ ಅಧ್ಯಕ್ಷರು, ಗ್ರಾಮ ಪಂಚಾಯಿತಿ ಸದಸ್ಯರು ಹಾಗೂ ಮುಖಂಡರು ಹಾಜರಿದ್ದರು.: [22, 128, 191, 238]
- deadline-headline: ತೆರವಿಗೆ 15 ದಿನ ಗಡುವು: [186, 1190, 269, 1201]
- brief-body: ಜಿಲ್ಲಾ ಬಂಜಾರ ಅಭಿವೃದ್ಧಿ ನಿಗಮದ ವತಿಯಿಂದ ಪ್ರಸಕ್ತ ಸಾಲಿಗೆ ವಿವಿಧ ಯೋಜನೆಗಳ ಸೌಲಭ್ಯ ಪಡೆಯಲು ಆನ್‌ಲೈನ್ ಮೂಲಕ ಅರ್ಜಿ ಸಲ್ಲಿಸುವ ಅವಧಿಯನ್ನು ವಿಸ್ತರಿಸಲಾಗಿದೆ. 2025-26ನೇ ಸಾಲಿನ ಹಿಂದುಳಿದ ವರ್ಗಗಳ ಕಲ್ಯಾಣ ಇಲಾಖೆಯ ಮೂಲಕ ನೀಡಲಾಗುವ ಶೈಕ್ಷಣಿಕ ಸಾಲ ಯೋಜನೆ, ಸ್ವಯಂ ಉದ್ಯೋಗ ನೇರ ಸಾಲ ಯೋಜನೆ ಮತ್ತು ಗಂಗಾ ಕಲ್ಯಾಣ ನೀರಾವರಿ ಯೋಜನೆಗಳಿಗೆ ಅರ್ಹ ಫಲಾನುಭವಿಗಳು ಅರ್ಜಿ ಸಲ್ಲಿಸಬಹುದು. ಅರ್ಜಿ ಸಲ್ಲಿಸಲು ಡಿಸೆಂಬರ್ ಅಂತ್ಯದವರೆಗೆ ಅವಕಾಶ ನೀಡಲಾಗಿದೆ. ಹೆಚ್ಚಿನ ಮಾಹಿತಿಗಾಗಿ ಜಿಲ್ಲಾ ವ್ಯವಸ್ಥಾಪಕರ ಕಚೇರಿ, ಜಿಲ್ಲಾಡಳಿತ ಭವನ, ಚಿಕ್ಕಬಳ್ಳಾಪುರ ದೂರವಾಣಿ ಸಂಖ್ಯೆ 08156-277053 ಸಂಪರ್ಕಿಸಬಹುದು ಅಥವಾ ನಿಗಮದ ವೆಬ್‌ಸೈಟ್‌ಗೆ ಭೇಟಿ ನೀಡಬಹುದು ಎಂದು ಜಿಲ್ಲಾ ವ್ಯವಸ್ಥಾಪಕರು ಪ್ರಕಟಣೆಯಲ್ಲಿ ತಿಳಿಸಿದ್ದಾರೆ.: [22, 361, 190, 427]
- procession-headline: ಭವ್ಯ ಮೆರವಣಿಗೆ: [498, 486, 556, 499]
- issue-date: 27 ನವೆಂಬರ್ 2025: [810, 21, 872, 30]
- lead-col3: ಅಂಬೇಡ್ಕರ್ ಅವರ ಸ್ಮಾರಕಗಳನ್ನು ಪಂಚತೀರ್ಥಗಳಾಗಿ ಅಭಿವೃದ್ಧಿಪಡಿಸಲಾಗಿದೆ. ಕಾಂಗ್ರೆಸ್ ಸರ್ಕಾರ ಎಸ್ಸಿ ಎಸ್ಟಿ ಸಮುದಾಯದ ಅನುದಾನವನ್ನು ಬೇರೆ ಯೋಜನೆಗಳಿಗೆ ಬಳಸಿದೆ. ದಲಿತರ ಕಲ್ಯಾಣದ ಬಗ್ಗೆ ಮಾತನಾಡುವ ಕಾಂಗ್ರೆಸ್ ನಾಯಕರು ವಾಸ್ತವವಾಗಿ ಅವರಿಗೆ ಅನ್ಯಾಯ ಮಾಡುತ್ತಿದ್ದಾರೆ. ರಾಜ್ಯದಲ್ಲಿ ಅಧಿಕಾರಕ್ಕಾಗಿ ಕಾಂಗ್ರೆಸ್ ನಾಯಕರ ನಡುವೆ ಕಿತ್ತಾಟ ನಡೆಯುತ್ತಿದ್ದು ಆಡಳಿತ ಸಂಪೂರ್ಣ ಕುಸಿದಿದೆ ಎಂದು ಹೇಳಿದರು. ಸಂವಿಧಾನಕ್ಕೆ ಕಾಂಗ್ರೆಸ್ ಅಪಚಾರ: ಸಂವಿಧಾನವನ್ನು ಜನರಿಗೆ ತಲುಪಿಸುವ ಕೆಲಸವನ್ನು ಬಿಜೆಪಿ ಮಾಡುತ್ತಿದೆ. ಕಾಂಗ್ರೆಸ್ ಪಕ್ಷ ಸಂವಿಧಾನವನ್ನು ಕೇವಲ ರಾಜಕೀಯ ಲಾಭಕ್ಕಾಗಿ ಬಳಸಿಕೊಳ್ಳುತ್ತಿದೆ ಎಂದು ಆರೋಪಿಸಿದರು.: [352, 570, 490, 638]
- brief-headline: ಅರ್ಜಿ ಸಲ್ಲಿಕೆ ಅವಧಿ ವಿಸ್ತರಣೆ: [58, 347, 154, 360]
- shasaka-body: ಗೌರಿಬಿದನೂರು: ಪ್ರಜಾಪ್ರಭುತ್ವದಲ್ಲಿ ಪ್ರಜೆಗಳೇ ಪ್ರಭುಗಳಾಗಿದ್ದು, ದೇಶದ ಪ್ರಗತಿಗೆ ಸಂವಿಧಾನವೇ ಮೂಲಾಧಾರ ಎಂದು ಶಾಸಕ ಕೆ.ಎಚ್.ಪುಟ್ಟಸ್ವಾಮಿಗೌಡ ತಿಳಿಸಿದರು. ನಗರದ ಡಾ.ಎಚ್.ಎನ್.ಕಲಾಭವನದಲ್ಲಿ ತಾಲೂಕು ಆಡಳಿತ ವತಿಯಿಂದ ಆಯೋಜಿಸಿದ್ದ ಸಂವಿಧಾನ ದಿನಾಚರಣೆ ಕಾರ್ಯಕ್ರಮ ಉದ್ಘಾಟಿಸಿ ಮಾತನಾಡಿದರು. ಭಾರತದ ಸಂವಿಧಾನವು ಜಗತ್ತಿನಲ್ಲೇ ಶ್ರೇಷ್ಠವಾದ ಸಂವಿಧಾನವಾಗಿದೆ. ವಿವಿಧ ಜಾತಿ, ಧರ್ಮ, ಭಾಷೆಗಳ ನಡುವೆಯೂ ದೇಶವನ್ನು ಒಗ್ಗಟ್ಟಾಗಿ ಇರಿಸಿದೆ. ಅಂಬೇಡ್ಕರ್ ಅವರ ಕೊಡುಗೆ ಅಪಾರ ಎಂದರು. ತಹಸೀಲ್ದಾರ್ ಮಾತನಾಡಿ, ಸಂವಿಧಾನವು ಎಲ್ಲರಿಗೂ ಸಮಾನತೆ, ಸ್ವಾತಂತ್ರ್ಯ ಮತ್ತು ನ್ಯಾಯವನ್ನು ಒದಗಿಸಿದೆ. ಅದನ್ನು ಗೌರವಿಸುವುದು ಪ್ರತಿಯೊಬ್ಬರ ಕರ್ತವ್ಯ. ಸಂವಿಧಾನದ ಆಶಯಗಳನ್ನು ಅರಿತು ಅದರಂತೆ ನಡೆದುಕೊಳ್ಳಬೇಕು ಎಂದರು. ಈ ಸಂದರ್ಭದಲ್ಲಿ ಸಂವಿಧಾನ ಪೀಠಿಕೆ ವಾಚನ ಮಾಡಲಾಯಿತು. ವಿದ್ಯಾರ್ಥಿಗಳಿಗೆ ಪ್ರಬಂಧ ಸ್ಪರ್ಧೆಯಲ್ಲಿ ವಿಜೇತರಾದವರಿಗೆ ಬಹುಮಾನ ವಿತರಿಸಲಾಯಿತು. ತಾಲೂಕು ಪಂಚಾಯಿತಿ ಇಒ, ವಿವಿಧ ಇಲಾಖೆಗಳ ಅಧಿಕಾರಿಗಳು, ದಲಿತ ಸಂಘಟನೆಗಳ ಮುಖಂಡರು ಹಾಗೂ ವಿದ್ಯಾರ್ಥಿಗಳು ಉಪಸ್ಥಿತರಿದ್ದರು.: [508, 728, 644, 838]
- lead-col2: ನಗರದ ಒಕ್ಕಲಿಗರ ಕಲ್ಯಾಣ ಮಂಟಪದಲ್ಲಿ ಜಿಲ್ಲಾ ಬಿಜೆಪಿ ವತಿಯಿಂದ ನಡೆದ ಸಂವಿಧಾನ ದಿನಾಚರಣೆ ಹಾಗೂ ಅಭಿಯಾನ ಕಾರ್ಯಕ್ರಮದಲ್ಲಿ ಮಾತನಾಡಿದ ಅವರು, ಡಾ.ಬಿ.ಆರ್.ಅಂಬೇಡ್ಕರ್ ಅವರು ರಚಿಸಿದ ಸಂವಿಧಾನವನ್ನು ಬದಲಿಸಲು ಯಾರಿಂದಲೂ ಸಾಧ್ಯವಿಲ್ಲ. ಸಂವಿಧಾನ ತಿದ್ದುಪಡಿಗಳನ್ನು ಹೆಚ್ಚು ಮಾಡಿದ್ದು ಕಾಂಗ್ರೆಸ್ ಪಕ್ಷ. ಅಂಬೇಡ್ಕರ್ ಅವರಿಗೆ ಗೌರವ ಕೊಟ್ಟಿದ್ದು ಬಿಜೆಪಿ ಮತ್ತು ಕೇಂದ್ರ ಸರ್ಕಾರ ಎಂದರು.: [208, 484, 346, 528]
- logo-emblem-icon: [18, 14, 38, 34]
- assembly-photo: [632, 1182, 916, 1294]
- brief-divider: [22, 340, 190, 344]
- brief-dateline: ಚಿಕ್ಕಬಳ್ಳಾಪುರ:: [22, 263, 48, 270]
- commissioner-photo: [186, 1215, 236, 1275]
- weekday: ಗುರುವಾರ: [826, 7, 857, 18]
- nagarasabhe-kicker: ನಗರಸಭೆ ಪೌರಾಯುಕ್ತ ಜಿ.ಎನ್.ಚಲಪತಿ ಅಭಿಪ್ರಾಯ: [30, 1128, 214, 1141]
- rajyotsava-photo: [208, 984, 490, 1110]
- lokadalat-headline: ಡಿ.13ರಂದು ರಾಷ್ಟ್ರೀಯ ಲೋಕ ಅದಾಲತ್: [508, 906, 781, 930]
- deadline-item: ಸಾರ್ವಜನಿಕರು ಸಹಕರಿಸಬೇಕು: [186, 1294, 245, 1301]
- lead-quote-box: [352, 486, 492, 566]
- rajyotsava-subhead: ಕನ್ನಡ ಭಾಷೆ ಉಳಿಸಿ:: [400, 759, 452, 766]
- sidebar: [22, 66, 190, 1126]
- weather-icon: [596, 10, 644, 42]
- lead-kicker: ಅಭಿಯಾನ ಸಮಾರಂಭದಲ್ಲಿ ಮಾಜಿ ಸಿಎಂ ಸದಾನಂದಗೌಡ ಹೇಳಿಕೆ: [205, 292, 419, 304]
- brief-item: [22, 347, 190, 428]
- lead-quote-text: ಅಂಬೇಡ್ಕರ್ ಬದುಕಿದ್ದಾಗ ಚುನಾವಣೆಯಲ್ಲಿ ಸೋಲಿಸಿದ್ದು ಕಾಂಗ್ರೆಸ್. ಅವರಿಗೆ ಭಾರತ ರತ್ನ ನೀಡಲು ಕಾಂಗ್ರೆಸ್ ಮುಂದಾಗಲಿಲ್ಲ. ರಾಜ್ಯದಲ್ಲಿ ಸಿದ್ದರಾಮಯ್ಯ ದಲಿತ ವಿರೋಧಿ ಆಡಳಿತ ನೀಡುತ್ತಿದ್ದಾರೆ.: [362, 486, 484, 520]
- shasaka-body-cont: ಪ್ರಜಾಪ್ರಭುತ್ವದಲ್ಲಿ ಪ್ರಜೆಗಳೇ ಪ್ರಭುಗಳಾಗಿದ್ದು, ದೇಶದ ಪ್ರಗತಿಗೆ ಸಂವಿಧಾನವೇ ಮೂಲಾಧಾರ ಎಂದು ಶಾಸಕ ಕೆ.ಎಚ್.ಪುಟ್ಟಸ್ವಾಮಿಗೌಡ ತಿಳಿಸಿದರು. ನಗರದ ಡಾ.ಎಚ್.ಎನ್.ಕಲಾಭವನದಲ್ಲಿ ತಾಲೂಕು ಆಡಳಿತ ವತಿಯಿಂದ ಆಯೋಜಿಸಿದ್ದ ಸಂವಿಧಾನ ದಿನಾಚರಣೆ ಕಾರ್ಯಕ್ರಮ ಉದ್ಘಾಟಿಸಿ ಮಾತನಾಡಿದರು. ಭಾರತದ ಸಂವಿಧಾನವು ಜಗತ್ತಿನಲ್ಲೇ ಶ್ರೇಷ್ಠವಾದ ಸಂವಿಧಾನವಾಗಿದೆ. ವಿವಿಧ ಜಾತಿ, ಧರ್ಮ, ಭಾಷೆಗಳ ನಡುವೆಯೂ ದೇಶವನ್ನು ಒಗ್ಗಟ್ಟಾಗಿ ಇರಿಸಿದೆ. ಅಂಬೇಡ್ಕರ್ ಅವರ ಕೊಡುಗೆ ಅಪಾರ ಎಂದರು. ತಹಸೀಲ್ದಾರ್ ಮಾತನಾಡಿ, ಸಂವಿಧಾನವು ಎಲ್ಲರಿಗೂ ಸಮಾನತೆ, ಸ್ವಾತಂತ್ರ್ಯ ಮತ್ತು ನ್ಯಾಯವನ್ನು ಒದಗಿಸಿದೆ. ಅದನ್ನು ಗೌರವಿಸುವುದು ಪ್ರತಿಯೊಬ್ಬರ ಕರ್ತವ್ಯ. ಸಂವಿಧಾನದ ಆಶಯಗಳನ್ನು ಅರಿತು ಅದರಂತೆ ನಡೆದುಕೊಳ್ಳಬೇಕು ಎಂದರು. ಈ ಸಂದರ್ಭದಲ್ಲಿ ಸಂವಿಧಾನ ಪೀಠಿಕೆ ವಾಚನ ಮಾಡಲಾಯಿತು. ವಿದ್ಯಾರ್ಥಿಗಳಿಗೆ ಪ್ರಬಂಧ ಸ್ಪರ್ಧೆಯಲ್ಲಿ ವಿಜೇತರಾದವರಿಗೆ ಬಹುಮಾನ ವಿತರಿಸಲಾಯಿತು. ತಾಲೂಕು ಪಂಚಾಯಿತಿ ಇಒ, ವಿವಿಧ ಇಲಾಖೆಗಳ ಅಧಿಕಾರಿಗಳು, ದಲಿತ ಸಂಘಟನೆಗಳ ಮುಖಂಡರು ಹಾಗೂ ವಿದ್ಯಾರ್ಥಿಗಳು ಉಪಸ್ಥಿತರಿದ್ದರು.: [650, 840, 1052, 891]
- quiz-headline: ರಸಪ್ರಶ್ನೆ: ರಾಜ್ಯಮಟ್ಟಕ್ಕೆ ಆಯ್ಕೆ: [486, 67, 623, 83]
- col-rule-mid: [497, 696, 498, 1116]
- registration-marks: [840, 1408, 884, 1427]
- students-photo: [705, 66, 915, 230]
- shikshana-kicker: ದೈಹಿಕ ಶಿಕ್ಷಣ ಶಿಕ್ಷಕ ಶ್ರೀಧರ್ ಹಿರೇಮಠ್ ಅಭಿಮತ: [490, 1128, 662, 1141]
- page-number: ೦೪: [174, 30, 192, 49]
- brief-headline: ತರಬೇತಿಗೆ ಅರ್ಜಿ ಆಹ್ವಾನ: [63, 249, 149, 262]
- brief-dateline: ಶಿಡ್ಲಘಟ್ಟ:: [22, 128, 40, 134]
- row-rule-1: [205, 283, 916, 285]
- section-title: ಚಿಕ್ಕಬಳ್ಳಾಪುರ: [352, 2, 501, 42]
- min-temp: 16: [690, 15, 721, 40]
- registration-marks: [90, 1408, 134, 1427]
- shikshana-headline: ಸಮಾನತೆ, ಭ್ರಾತೃತ್ವ ಸಂವಿಧಾನದ ಮೂಲಮಂತ್ರ: [490, 1148, 795, 1172]
- quiz-body: ಚಿಂತಾಮಣಿ: ನಗರದ ರಾಯಲ್ ವೈಟಹಾಳೆಯ ವಿದ್ಯಾರ್ಥಿಗಳಾದ ವಿಲೀನ್ ಸಿಂಗ್ ಮತ್ತು ಮಣಿಕಂಠ ಜಿಲ್ಲಾ ಹಾಗೂ ರಾಜ್ಯಮಟ್ಟದ ರಸಪ್ರಶ್ನೆ ಸ್ಪರ್ಧೆಯಲ್ಲಿ ದ್ವಿತೀಯ ಸ್ಥಾನ ಪಡೆದು ರಾಜ್ಯಮಟ್ಟಕ್ಕೆ ಆಯ್ಕೆಯಾಗಿದ್ದಾರೆ. ಶಾಲಾ ಶಿಕ್ಷಣ ಇಲಾಖೆಯಿಂದ ನಡೆಸಿದ ಸ್ಪರ್ಧೆಯಲ್ಲಿ ತಾಲೂಕು ಮಟ್ಟದಲ್ಲಿ ಪ್ರಥಮ ಹಾಗೂ ಜಿಲ್ಲಾ ಮಟ್ಟದಲ್ಲಿ ದ್ವಿತೀಯ ಸ್ಥಾನ ಪಡೆದಿದ್ದಾರೆ. ಇದರ ಅಂಗವಾಗಿ ಶಾಲಾ ಶಿಕ್ಷಣ ಇಲಾಖೆ ಚಿಕ್ಕಬಳ್ಳಾಪುರ ಜಿಲ್ಲೆ ಇವರ ವತಿಯಿಂದ ಪ್ರಶಸ್ತಿ ಪತ್ರ ನೀಡಿ ಗೌರವಿಸಲಾಯಿತು. ರಾಜ್ಯ ಮಟ್ಟಕ್ಕೆ ಆಯ್ಕೆಯಾದ ಸದರಿ ವಿದ್ಯಾರ್ಥಿಗಳನ್ನು ಸಂಸ್ಥೆಯ ಅಧ್ಯಕ್ಷ ಕೆ.ರಾಮಕೃಷ್ಣಾರೆಡ್ಡಿ, ಪ್ರಾಂಶುಪಾಲರು ಮತ್ತು ಶಿಕ್ಷಕರು ಅಭಿನಂದಿಸಿದರು.: [486, 88, 694, 132]
- shasaka-headline: ಪ್ರಜಾಪ್ರಭುತ್ವದಲ್ಲಿ ಪ್ರಜೆಗಳೇ ಪ್ರಭುಗಳು: ಶಾಸಕ: [508, 700, 744, 719]
- col-rule-lead: [640, 290, 641, 686]
- brand-logo: [12, 7, 240, 43]
